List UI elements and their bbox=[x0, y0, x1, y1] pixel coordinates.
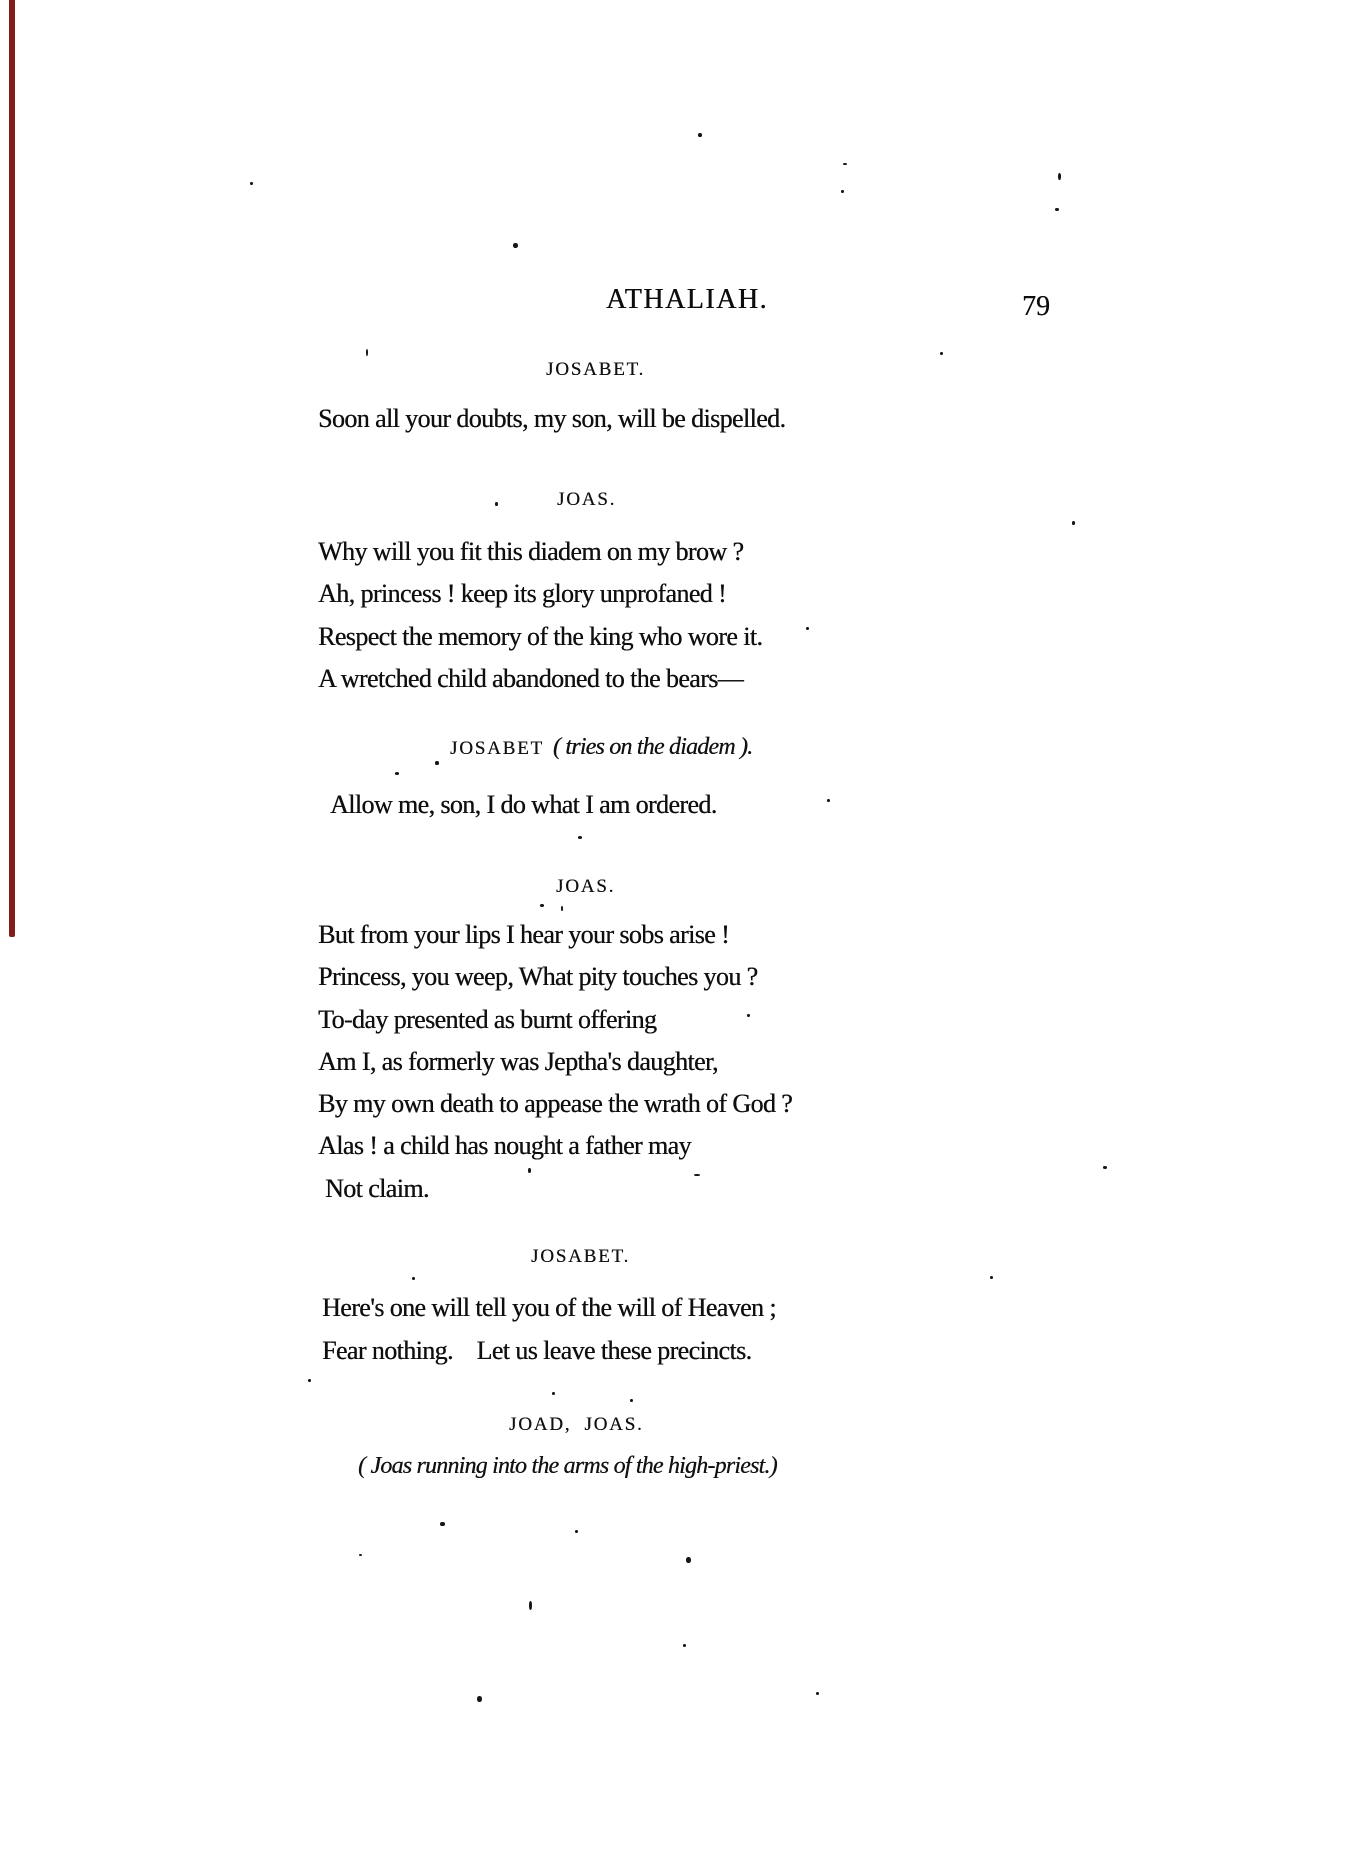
scene-heading: JOAD, JOAS. bbox=[509, 1414, 644, 1435]
ink-speck bbox=[359, 1554, 362, 1556]
ink-speck bbox=[698, 133, 702, 137]
ink-speck bbox=[552, 1392, 555, 1395]
ink-speck bbox=[816, 1692, 819, 1695]
stage-direction-inline: ( tries on the diadem ). bbox=[552, 734, 753, 760]
ink-speck bbox=[1072, 521, 1075, 525]
stage-direction: ( Joas running into the arms of the high-priest.) bbox=[358, 1453, 777, 1479]
ink-speck bbox=[561, 906, 563, 911]
verse-line: Not claim. bbox=[325, 1173, 429, 1203]
verse-line: Allow me, son, I do what I am ordered. bbox=[330, 790, 717, 819]
verse-line: Princess, you weep, What pity touches you ? bbox=[318, 962, 758, 992]
ink-speck bbox=[806, 627, 809, 630]
verse-line: Respect the memory of the king who wore it. bbox=[318, 621, 763, 651]
ink-speck bbox=[440, 1522, 445, 1526]
ink-speck bbox=[412, 1277, 415, 1280]
verse-line: Here's one will tell you of the will of Heaven ; bbox=[322, 1293, 776, 1322]
speech-josabet-1 bbox=[318, 398, 785, 440]
ink-speck bbox=[683, 1644, 686, 1647]
ink-speck bbox=[250, 182, 253, 185]
ink-speck bbox=[841, 190, 844, 193]
speech-joas-1 bbox=[318, 531, 762, 700]
ink-speck bbox=[540, 904, 544, 907]
ink-speck bbox=[990, 1276, 993, 1279]
verse-line: To-day presented as burnt offering bbox=[318, 1004, 657, 1034]
ink-speck bbox=[630, 1399, 633, 1402]
speaker-heading-josabet-3: JOSABET. bbox=[531, 1246, 631, 1267]
ink-speck bbox=[308, 1379, 311, 1382]
speech-josabet-3 bbox=[322, 1286, 776, 1372]
verse-line: Alas ! a child has nought a father may bbox=[318, 1131, 691, 1161]
ink-speck bbox=[495, 502, 498, 506]
speaker-heading-joas-2: JOAS. bbox=[556, 876, 616, 897]
verse-line: A wretched child abandoned to the bears— bbox=[318, 663, 744, 693]
page-number: 79 bbox=[1022, 291, 1050, 322]
verse-line: By my own death to appease the wrath of God ? bbox=[318, 1089, 793, 1119]
binding-edge-line bbox=[9, 0, 15, 937]
ink-speck bbox=[1103, 1166, 1107, 1169]
verse-line: Fear nothing. Let us leave these precincts. bbox=[322, 1336, 752, 1365]
speech-josabet-2 bbox=[330, 784, 717, 826]
verse-line: But from your lips I hear your sobs arise ! bbox=[318, 920, 730, 949]
speaker-heading-joas-1: JOAS. bbox=[557, 489, 617, 510]
ink-speck bbox=[366, 349, 368, 356]
ink-speck bbox=[940, 352, 943, 355]
ink-speck bbox=[513, 243, 518, 248]
ink-speck bbox=[477, 1696, 482, 1702]
verse-line: Ah, princess ! keep its glory unprofaned ! bbox=[318, 579, 727, 609]
speaker-heading-josabet-2 bbox=[450, 734, 752, 761]
speaker-name: JOSABET bbox=[450, 738, 544, 759]
ink-speck bbox=[843, 163, 847, 165]
ink-speck bbox=[1055, 208, 1059, 211]
ink-speck bbox=[686, 1557, 691, 1563]
ink-speck bbox=[575, 1530, 578, 1533]
ink-speck bbox=[435, 761, 439, 765]
ink-speck bbox=[578, 836, 582, 839]
verse-line: Why will you fit this diadem on my brow ? bbox=[318, 537, 744, 566]
verse-line: Am I, as formerly was Jeptha's daughter, bbox=[318, 1046, 718, 1076]
speech-joas-2 bbox=[318, 914, 792, 1210]
ink-speck bbox=[395, 772, 399, 775]
ink-speck bbox=[827, 799, 830, 802]
page-title: ATHALIAH. bbox=[606, 284, 769, 315]
verse-line: Soon all your doubts, my son, will be dispelled. bbox=[318, 404, 786, 433]
speaker-heading-josabet-1: JOSABET. bbox=[546, 359, 646, 380]
ink-speck bbox=[529, 1601, 532, 1610]
ink-speck bbox=[1058, 173, 1061, 180]
